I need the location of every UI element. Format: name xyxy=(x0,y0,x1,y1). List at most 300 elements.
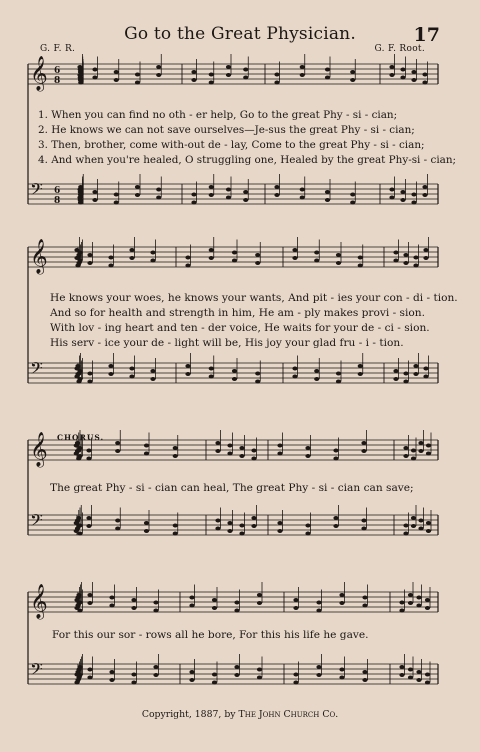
note-head xyxy=(251,449,256,453)
note-head xyxy=(339,668,344,672)
treble-clef-icon: 𝄞 xyxy=(30,584,48,619)
note-head xyxy=(251,524,256,528)
note-head xyxy=(426,444,431,448)
note-head xyxy=(209,193,214,197)
note-head xyxy=(418,441,423,445)
treble-clef-icon: 𝄞 xyxy=(30,239,48,274)
note-head xyxy=(425,681,430,685)
note-head xyxy=(255,380,260,384)
note-head xyxy=(74,606,79,610)
note-head xyxy=(76,380,81,384)
note-head xyxy=(243,190,248,194)
note-head xyxy=(411,78,416,82)
verse-block xyxy=(38,108,458,168)
note-head xyxy=(389,196,394,200)
verse-line-1: 1. When you can find no oth - er help, Go to the great Phy - si - cian; xyxy=(38,109,398,121)
note-head xyxy=(399,609,404,613)
note-head xyxy=(153,665,158,669)
note-head xyxy=(114,193,119,197)
verse-line-4: 4. And when you're healed, O struggling one, Healed by the great Phy-si - cian; xyxy=(38,154,457,166)
note-head xyxy=(226,73,231,77)
note-head xyxy=(277,521,282,525)
note-head xyxy=(129,256,134,260)
note-head xyxy=(411,457,416,461)
note-head xyxy=(131,681,136,685)
copyright-notice xyxy=(0,709,480,720)
note-head xyxy=(403,380,408,384)
note-head xyxy=(333,457,338,461)
note-head xyxy=(300,65,305,69)
note-head xyxy=(293,598,298,602)
note-head xyxy=(336,380,341,384)
note-head xyxy=(129,367,134,371)
note-head xyxy=(227,444,232,448)
note-head xyxy=(150,377,155,381)
note-head xyxy=(226,188,231,192)
note-head xyxy=(277,529,282,533)
note-head xyxy=(234,673,239,677)
note-head xyxy=(185,256,190,260)
note-head xyxy=(399,665,404,669)
note-head xyxy=(333,516,338,520)
note-head xyxy=(362,678,367,682)
note-head xyxy=(350,201,355,205)
note-head xyxy=(426,452,431,456)
note-head xyxy=(114,78,119,82)
note-head xyxy=(358,264,363,268)
note-head xyxy=(408,593,413,597)
note-head xyxy=(325,198,330,202)
note-head xyxy=(209,73,214,77)
note-head xyxy=(215,441,220,445)
note-head xyxy=(189,596,194,600)
note-head xyxy=(109,596,114,600)
note-head xyxy=(209,256,214,260)
note-head xyxy=(232,259,237,263)
note-head xyxy=(74,673,79,677)
note-head xyxy=(92,76,97,80)
note-head xyxy=(74,367,79,371)
note-head xyxy=(209,375,214,379)
note-head xyxy=(227,452,232,456)
note-head xyxy=(232,369,237,373)
note-head xyxy=(422,193,427,197)
note-head xyxy=(413,372,418,376)
note-head xyxy=(173,446,178,450)
note-head xyxy=(403,524,408,528)
note-head xyxy=(87,601,92,605)
note-head xyxy=(232,251,237,255)
note-head xyxy=(257,601,262,605)
note-head xyxy=(418,527,423,531)
note-head xyxy=(316,609,321,613)
note-head xyxy=(293,681,298,685)
note-head xyxy=(92,190,97,194)
note-head xyxy=(212,681,217,685)
words-credit: G. F. R. xyxy=(40,44,76,54)
note-head xyxy=(232,377,237,381)
note-head xyxy=(292,248,297,252)
note-head xyxy=(74,681,79,685)
note-head xyxy=(87,253,92,257)
note-head xyxy=(393,369,398,373)
note-head xyxy=(234,665,239,669)
system2-lyric-2: And so for health and strength in him, He am - ply makes provi - sion. xyxy=(50,307,425,319)
note-head xyxy=(423,375,428,379)
chorus-lyric-1: The great Phy - si - cian can heal, The great Phy - si - cian can save; xyxy=(50,482,414,494)
note-head xyxy=(150,251,155,255)
note-head xyxy=(109,604,114,608)
note-head xyxy=(358,364,363,368)
note-head xyxy=(150,259,155,263)
note-head xyxy=(411,70,416,74)
note-head xyxy=(350,70,355,74)
note-head xyxy=(362,604,367,608)
note-head xyxy=(78,201,83,205)
note-head xyxy=(316,601,321,605)
note-head xyxy=(115,527,120,531)
note-head xyxy=(131,606,136,610)
note-head xyxy=(316,665,321,669)
copyright-prefix: Copyright, 1887, by xyxy=(141,709,236,720)
note-head xyxy=(403,532,408,536)
note-head xyxy=(78,193,83,197)
note-head xyxy=(399,601,404,605)
note-head xyxy=(418,519,423,523)
note-head xyxy=(416,604,421,608)
note-head xyxy=(215,449,220,453)
note-head xyxy=(399,673,404,677)
bass-clef-icon: 𝄢 xyxy=(30,358,43,382)
note-head xyxy=(403,454,408,458)
note-head xyxy=(226,65,231,69)
note-head xyxy=(274,73,279,77)
note-head xyxy=(131,598,136,602)
note-head xyxy=(215,519,220,523)
note-head xyxy=(425,673,430,677)
note-head xyxy=(78,185,83,189)
note-head xyxy=(416,678,421,682)
note-head xyxy=(255,372,260,376)
note-head xyxy=(92,198,97,202)
note-head xyxy=(293,673,298,677)
note-head xyxy=(74,375,79,379)
note-head xyxy=(403,261,408,265)
note-head xyxy=(129,248,134,252)
note-head xyxy=(255,253,260,257)
note-head xyxy=(411,193,416,197)
note-head xyxy=(135,185,140,189)
note-head xyxy=(292,256,297,260)
note-head xyxy=(74,248,79,252)
note-head xyxy=(416,596,421,600)
system2-lyric-4: His serv - ice your de - light will be, His joy your glad fru - i - tion. xyxy=(50,337,404,349)
note-head xyxy=(156,188,161,192)
note-head xyxy=(135,81,140,85)
note-head xyxy=(393,251,398,255)
note-head xyxy=(156,65,161,69)
note-head xyxy=(114,201,119,205)
note-head xyxy=(189,678,194,682)
note-head xyxy=(239,454,244,458)
note-head xyxy=(189,604,194,608)
note-head xyxy=(191,201,196,205)
time-signature-icon: 8 xyxy=(54,196,61,206)
note-head xyxy=(86,457,91,461)
note-head xyxy=(336,253,341,257)
note-head xyxy=(135,193,140,197)
note-head xyxy=(300,188,305,192)
note-head xyxy=(300,196,305,200)
note-head xyxy=(362,670,367,674)
time-signature-icon: 6 xyxy=(54,66,61,76)
note-head xyxy=(336,372,341,376)
note-head xyxy=(87,668,92,672)
note-head xyxy=(153,673,158,677)
note-head xyxy=(358,256,363,260)
note-head xyxy=(274,185,279,189)
note-head xyxy=(257,676,262,680)
note-head xyxy=(411,524,416,528)
bass-clef-icon: 𝄢 xyxy=(30,510,43,534)
note-head xyxy=(418,449,423,453)
note-head xyxy=(339,676,344,680)
note-head xyxy=(411,516,416,520)
verse-line-3: 3. Then, brother, come with-out de - lay, Come to the great Phy - si - cian; xyxy=(38,139,425,151)
note-head xyxy=(156,196,161,200)
note-head xyxy=(411,449,416,453)
note-head xyxy=(316,673,321,677)
note-head xyxy=(86,524,91,528)
note-head xyxy=(87,676,92,680)
note-head xyxy=(277,444,282,448)
note-head xyxy=(358,372,363,376)
note-head xyxy=(408,668,413,672)
time-signature-icon: 8 xyxy=(54,76,61,86)
note-head xyxy=(209,367,214,371)
note-head xyxy=(78,73,83,77)
note-head xyxy=(108,372,113,376)
note-head xyxy=(305,446,310,450)
time-signature-icon: 6 xyxy=(54,186,61,196)
note-head xyxy=(403,446,408,450)
note-head xyxy=(274,81,279,85)
treble-clef-icon: 𝄞 xyxy=(30,432,48,467)
note-head xyxy=(305,454,310,458)
bass-clef-icon: 𝄢 xyxy=(30,179,43,203)
chorus-label: CHORUS. xyxy=(57,433,105,442)
note-head xyxy=(173,524,178,528)
note-head xyxy=(243,198,248,202)
note-head xyxy=(115,449,120,453)
system2-lyric-1: He knows your woes, he knows your wants, And pit - ies your con - di - tion. xyxy=(50,292,458,304)
note-head xyxy=(209,185,214,189)
note-head xyxy=(413,256,418,260)
note-head xyxy=(86,516,91,520)
note-head xyxy=(129,375,134,379)
note-head xyxy=(144,452,149,456)
note-head xyxy=(305,524,310,528)
note-head xyxy=(87,380,92,384)
note-head xyxy=(173,532,178,536)
note-head xyxy=(251,457,256,461)
note-head xyxy=(144,521,149,525)
note-head xyxy=(239,446,244,450)
note-head xyxy=(189,670,194,674)
note-head xyxy=(87,372,92,376)
note-head xyxy=(257,668,262,672)
note-head xyxy=(361,441,366,445)
note-head xyxy=(74,452,79,456)
note-head xyxy=(423,248,428,252)
note-head xyxy=(234,609,239,613)
note-head xyxy=(251,516,256,520)
note-head xyxy=(227,529,232,533)
note-head xyxy=(361,449,366,453)
note-head xyxy=(74,521,79,525)
note-head xyxy=(411,201,416,205)
note-head xyxy=(76,457,81,461)
note-head xyxy=(185,364,190,368)
note-head xyxy=(257,593,262,597)
note-head xyxy=(191,70,196,74)
note-head xyxy=(212,673,217,677)
note-head xyxy=(408,676,413,680)
note-head xyxy=(153,609,158,613)
note-head xyxy=(293,606,298,610)
note-head xyxy=(239,532,244,536)
note-head xyxy=(314,377,319,381)
note-head xyxy=(426,521,431,525)
note-head xyxy=(109,670,114,674)
note-head xyxy=(156,73,161,77)
note-head xyxy=(108,264,113,268)
note-head xyxy=(144,444,149,448)
bass-clef-icon: 𝄢 xyxy=(30,659,43,683)
note-head xyxy=(314,251,319,255)
system2-lyric-3: With lov - ing heart and ten - der voice, He waits for your de - ci - sion. xyxy=(50,322,430,334)
note-head xyxy=(277,452,282,456)
note-head xyxy=(185,264,190,268)
chorus-lyric-2: For this our sor - rows all he bore, For this his life he gave. xyxy=(52,629,369,641)
note-head xyxy=(209,248,214,252)
note-head xyxy=(403,372,408,376)
publisher-name: The John Church Co. xyxy=(238,709,339,720)
note-head xyxy=(212,598,217,602)
note-head xyxy=(215,527,220,531)
note-head xyxy=(92,68,97,72)
note-head xyxy=(191,78,196,82)
note-head xyxy=(74,444,79,448)
note-head xyxy=(234,601,239,605)
note-head xyxy=(403,253,408,257)
note-head xyxy=(255,261,260,265)
note-head xyxy=(423,367,428,371)
note-head xyxy=(314,259,319,263)
note-head xyxy=(115,441,120,445)
note-head xyxy=(153,601,158,605)
note-head xyxy=(422,185,427,189)
note-head xyxy=(108,256,113,260)
note-head xyxy=(135,73,140,77)
note-head xyxy=(274,193,279,197)
note-head xyxy=(191,193,196,197)
note-head xyxy=(173,454,178,458)
note-head xyxy=(305,532,310,536)
music-credit: G. F. Root. xyxy=(374,44,425,54)
note-head xyxy=(325,190,330,194)
note-head xyxy=(393,377,398,381)
note-head xyxy=(115,519,120,523)
hymn-title: Go to the Great Physician. xyxy=(124,24,356,44)
note-head xyxy=(422,73,427,77)
note-head xyxy=(425,606,430,610)
note-head xyxy=(300,73,305,77)
note-head xyxy=(400,190,405,194)
note-head xyxy=(86,449,91,453)
note-head xyxy=(325,68,330,72)
note-head xyxy=(243,76,248,80)
note-head xyxy=(87,593,92,597)
note-head xyxy=(425,598,430,602)
note-head xyxy=(292,367,297,371)
note-head xyxy=(292,375,297,379)
note-head xyxy=(339,593,344,597)
treble-clef-icon: 𝄞 xyxy=(30,56,48,91)
page-number: 17 xyxy=(413,24,440,46)
note-head xyxy=(227,521,232,525)
note-head xyxy=(114,70,119,74)
note-head xyxy=(185,372,190,376)
note-head xyxy=(362,596,367,600)
note-head xyxy=(393,259,398,263)
note-head xyxy=(389,65,394,69)
note-head xyxy=(74,256,79,260)
note-head xyxy=(74,529,79,533)
note-head xyxy=(416,670,421,674)
note-head xyxy=(333,449,338,453)
note-head xyxy=(131,673,136,677)
note-head xyxy=(109,678,114,682)
note-head xyxy=(144,529,149,533)
note-head xyxy=(239,524,244,528)
note-head xyxy=(212,606,217,610)
note-head xyxy=(422,81,427,85)
note-head xyxy=(413,264,418,268)
note-head xyxy=(339,601,344,605)
note-head xyxy=(389,73,394,77)
note-head xyxy=(108,364,113,368)
note-head xyxy=(400,198,405,202)
note-head xyxy=(87,261,92,265)
note-head xyxy=(350,193,355,197)
note-head xyxy=(423,256,428,260)
note-head xyxy=(400,76,405,80)
note-head xyxy=(336,261,341,265)
note-head xyxy=(78,81,83,85)
note-head xyxy=(389,188,394,192)
note-head xyxy=(209,81,214,85)
note-head xyxy=(325,76,330,80)
note-head xyxy=(413,364,418,368)
note-head xyxy=(75,264,80,268)
note-head xyxy=(226,196,231,200)
note-head xyxy=(400,68,405,72)
note-head xyxy=(74,598,79,602)
note-head xyxy=(350,78,355,82)
note-head xyxy=(333,524,338,528)
note-head xyxy=(426,529,431,533)
